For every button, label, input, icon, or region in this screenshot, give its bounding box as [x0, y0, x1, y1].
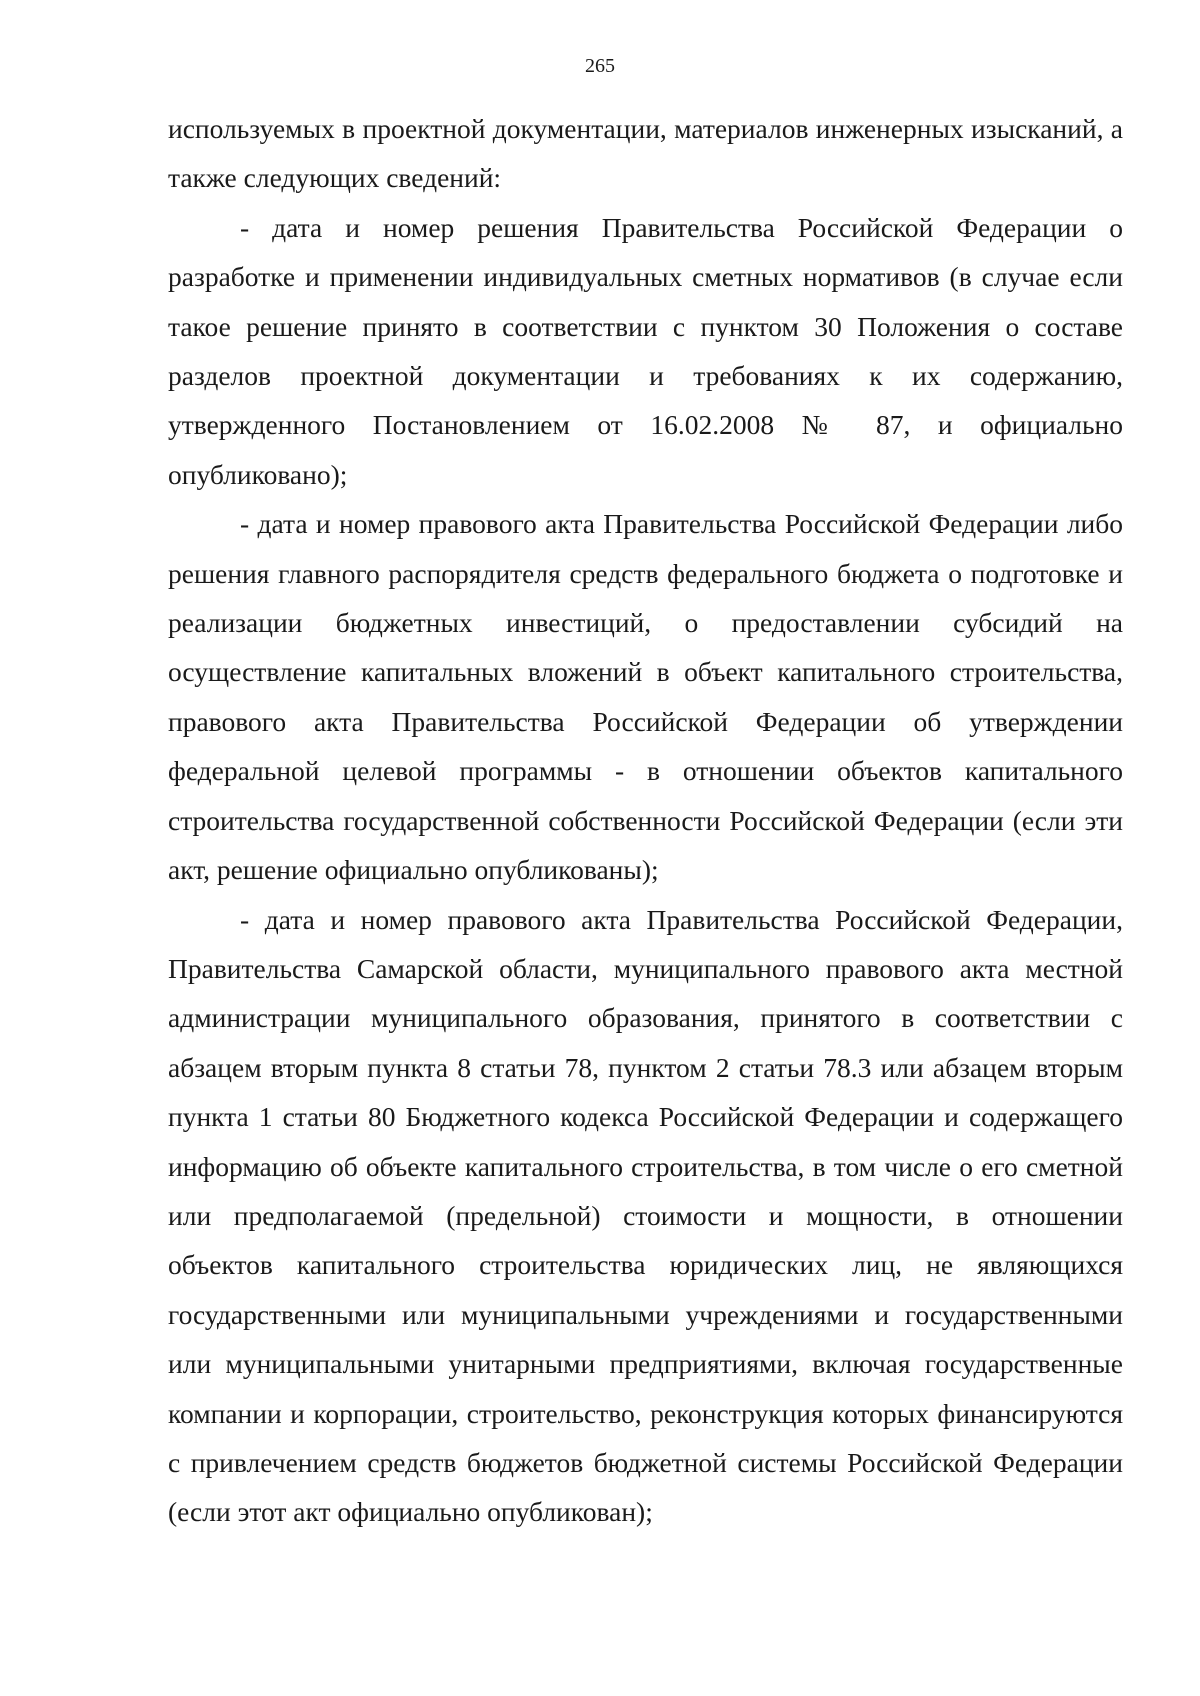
paragraph-continuation: используемых в проектной документации, материалов инженерных изысканий, а также следующих сведений:	[168, 113, 1123, 194]
paragraph-legal-act-legal-entities: - дата и номер правового акта Правительства Российской Федерации, Правительства Самарской области, муниципального правового акта местной администрации муниципального образования, принятого в соответствии с абзацем вторым пункта 8 статьи 78, пунктом 2 статьи 78.3 или абзацем вторым пункта 1 статьи 80 Бюджетного кодекса Российской Федерации и содержащего информацию об объекте капитального строительства, в том числе о его сметной или предполагаемой (предельной) стоимости и мощности, в отношении объектов капитального строительства юридических лиц, не являющихся государственными или муниципальными учреждениями и государственными или муниципальными унитарными предприятиями, включая государственные компании и корпорации, строительство, реконструкция которых финансируются с привлечением средств бюджетов бюджетной системы Российской Федерации (если этот акт официально опубликован);	[168, 903, 1123, 1528]
document-body	[168, 104, 1123, 1537]
paragraph-legal-act-budget-investments: - дата и номер правового акта Правительства Российской Федерации либо решения главного распорядителя средств федерального бюджета о подготовке и реализации бюджетных инвестиций, о предоставлении субсидий на осуществление капитальных вложений в объект капитального строительства, правового акта Правительства Российской Федерации об утверждении федеральной целевой программы - в отношении объектов капитального строительства государственной собственности Российской Федерации (если эти акт, решение официально опубликованы);	[168, 508, 1123, 886]
page-number: 265	[585, 55, 615, 77]
paragraph-government-decision: - дата и номер решения Правительства Российской Федерации о разработке и применении индивидуальных сметных нормативов (в случае если такое решение принято в соответствии с пунктом 30 Положения о составе разделов проектной документации и требованиях к их содержанию, утвержденного Постановлением от 16.02.2008 № 87, и официально опубликовано);	[168, 211, 1123, 490]
